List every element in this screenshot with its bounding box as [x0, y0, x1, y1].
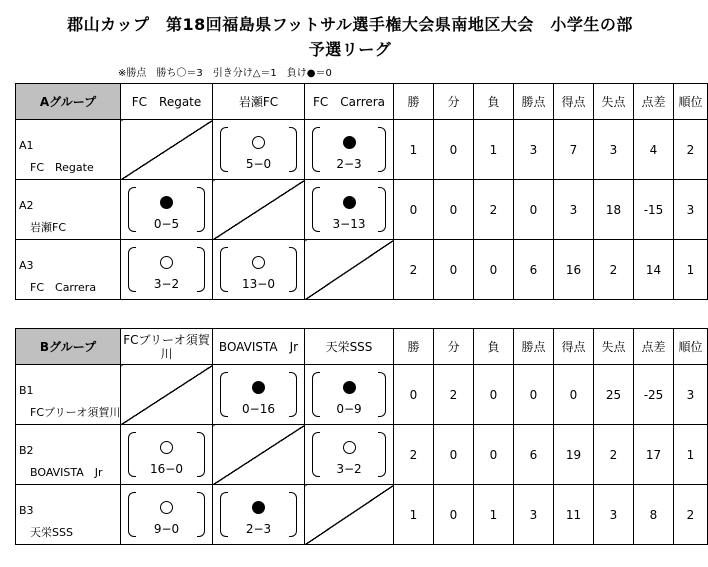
stat-column-header: 負: [474, 84, 514, 120]
stat-cell: 0: [434, 485, 474, 545]
stat-cell: 0: [434, 180, 474, 240]
group-label: Aグループ: [16, 84, 121, 120]
stat-cell: 0: [514, 365, 554, 425]
self-match-cell: [213, 425, 305, 485]
stat-column-header: 負: [474, 329, 514, 365]
team-name: FCブリーオ須賀川: [30, 406, 121, 419]
match-score: 0−5: [153, 217, 180, 231]
match-score: 0−9: [336, 402, 362, 416]
loss-circle-icon: [160, 196, 173, 209]
match-score: 2−3: [336, 157, 362, 171]
bracket: [220, 127, 297, 172]
stat-column-header: 失点: [594, 84, 634, 120]
team-name: FC Regate: [30, 161, 94, 174]
stat-column-header: 失点: [594, 329, 634, 365]
stat-cell: 2: [594, 240, 634, 300]
win-circle-icon: [252, 136, 265, 149]
stat-cell: 2: [594, 425, 634, 485]
loss-circle-icon: [343, 381, 356, 394]
team-code: A1: [19, 139, 34, 152]
stat-cell: 0: [434, 120, 474, 180]
loss-circle-icon: [343, 136, 356, 149]
win-circle-icon: [160, 256, 173, 269]
stat-cell: 7: [554, 120, 594, 180]
team-column-header: FC Regate: [121, 84, 213, 120]
stat-cell: -25: [634, 365, 674, 425]
stat-column-header: 勝: [394, 329, 434, 365]
stat-cell: 0: [434, 240, 474, 300]
stat-column-header: 勝点: [514, 329, 554, 365]
stat-cell: 8: [634, 485, 674, 545]
stat-column-header: 得点: [554, 84, 594, 120]
win-circle-icon: [160, 441, 173, 454]
table-row: [16, 365, 708, 425]
stat-cell: 1: [394, 120, 434, 180]
stat-cell: 3: [554, 180, 594, 240]
stat-column-header: 得点: [554, 329, 594, 365]
group-table: [15, 328, 708, 545]
team-code: A3: [19, 259, 34, 272]
group-label: Bグループ: [16, 329, 121, 365]
stat-cell: 3: [674, 180, 708, 240]
stat-cell: 2: [394, 425, 434, 485]
bracket: [312, 187, 386, 232]
match-cell: [213, 240, 305, 300]
match-score: 5−0: [245, 157, 272, 171]
team-column-header: FC Carrera: [305, 84, 394, 120]
stat-cell: 3: [594, 120, 634, 180]
stat-column-header: 点差: [634, 329, 674, 365]
team-cell: [16, 485, 121, 545]
team-column-header: 岩瀬FC: [213, 84, 305, 120]
loss-circle-icon: [343, 196, 356, 209]
match-score: 3−2: [153, 277, 180, 291]
stat-cell: 6: [514, 425, 554, 485]
stat-cell: 0: [434, 425, 474, 485]
match-score: 16−0: [150, 462, 183, 476]
match-cell: [121, 240, 213, 300]
match-cell: [213, 120, 305, 180]
stat-cell: 0: [474, 240, 514, 300]
bracket: [312, 372, 386, 417]
self-match-cell: [121, 120, 213, 180]
match-cell: [121, 425, 213, 485]
stat-cell: 4: [634, 120, 674, 180]
win-circle-icon: [343, 441, 356, 454]
stat-cell: 0: [554, 365, 594, 425]
stat-cell: 11: [554, 485, 594, 545]
stat-cell: 3: [674, 365, 708, 425]
win-circle-icon: [160, 501, 173, 514]
stat-cell: 17: [634, 425, 674, 485]
table-row: [16, 120, 708, 180]
match-cell: [305, 365, 394, 425]
page-title: 郡山カップ 第18回福島県フットサル選手権大会県南地区大会 小学生の部: [67, 15, 633, 34]
stat-cell: 1: [474, 485, 514, 545]
stat-cell: 16: [554, 240, 594, 300]
stat-cell: 2: [434, 365, 474, 425]
stat-cell: 1: [674, 240, 708, 300]
stat-cell: -15: [634, 180, 674, 240]
stat-cell: 0: [474, 365, 514, 425]
stat-cell: 3: [514, 120, 554, 180]
table-row: [16, 180, 708, 240]
team-cell: [16, 120, 121, 180]
stat-cell: 19: [554, 425, 594, 485]
stat-column-header: 分: [434, 329, 474, 365]
loss-circle-icon: [252, 381, 265, 394]
self-match-cell: [121, 365, 213, 425]
match-score: 13−0: [242, 277, 275, 291]
team-code: B1: [19, 384, 34, 397]
match-cell: [305, 425, 394, 485]
team-cell: [16, 425, 121, 485]
match-score: 2−3: [245, 522, 272, 536]
self-match-cell: [305, 240, 394, 300]
stat-column-header: 勝点: [514, 84, 554, 120]
stat-column-header: 順位: [674, 84, 708, 120]
stat-cell: 1: [394, 485, 434, 545]
stat-cell: 2: [394, 240, 434, 300]
team-code: A2: [19, 199, 34, 212]
stat-cell: 25: [594, 365, 634, 425]
stat-cell: 2: [674, 485, 708, 545]
bracket: [220, 372, 297, 417]
team-name: 岩瀬FC: [30, 221, 67, 234]
bracket: [128, 432, 205, 477]
win-circle-icon: [252, 256, 265, 269]
bracket: [128, 247, 205, 292]
team-column-header: FCブリーオ須賀川: [121, 329, 213, 365]
team-cell: [16, 180, 121, 240]
bracket: [220, 247, 297, 292]
page-subtitle: 予選リーグ: [308, 40, 392, 59]
stat-cell: 1: [674, 425, 708, 485]
stat-cell: 0: [474, 425, 514, 485]
stat-cell: 3: [514, 485, 554, 545]
team-column-header: BOAVISTA Jr: [213, 329, 305, 365]
stat-column-header: 順位: [674, 329, 708, 365]
stat-cell: 14: [634, 240, 674, 300]
bracket: [128, 492, 205, 537]
team-cell: [16, 365, 121, 425]
self-match-cell: [213, 180, 305, 240]
stat-cell: 2: [674, 120, 708, 180]
match-score: 3−13: [332, 217, 366, 231]
bracket: [312, 432, 386, 477]
stat-cell: 18: [594, 180, 634, 240]
loss-circle-icon: [252, 501, 265, 514]
points-note: ※勝点 勝ち〇＝3 引き分け△＝1 負け●＝0: [118, 68, 332, 79]
stat-cell: 3: [594, 485, 634, 545]
bracket: [128, 187, 205, 232]
bracket: [312, 127, 386, 172]
stat-column-header: 分: [434, 84, 474, 120]
match-cell: [305, 180, 394, 240]
team-name: BOAVISTA Jr: [30, 466, 103, 479]
match-cell: [121, 485, 213, 545]
match-cell: [213, 485, 305, 545]
match-cell: [305, 120, 394, 180]
group-table: [15, 83, 708, 300]
stat-cell: 2: [474, 180, 514, 240]
team-cell: [16, 240, 121, 300]
stat-cell: 0: [514, 180, 554, 240]
team-column-header: 天栄SSS: [305, 329, 394, 365]
table-row: [16, 485, 708, 545]
bracket: [220, 492, 297, 537]
team-code: B2: [19, 444, 34, 457]
table-row: [16, 240, 708, 300]
match-score: 9−0: [153, 522, 180, 536]
match-score: 3−2: [336, 462, 362, 476]
match-cell: [121, 180, 213, 240]
team-code: B3: [19, 504, 34, 517]
match-cell: [213, 365, 305, 425]
table-row: [16, 425, 708, 485]
team-name: FC Carrera: [30, 281, 97, 294]
match-score: 0−16: [242, 402, 275, 416]
team-name: 天栄SSS: [30, 526, 73, 539]
stat-column-header: 勝: [394, 84, 434, 120]
stat-cell: 6: [514, 240, 554, 300]
stat-cell: 0: [394, 365, 434, 425]
self-match-cell: [305, 485, 394, 545]
stat-cell: 0: [394, 180, 434, 240]
stat-cell: 1: [474, 120, 514, 180]
stat-column-header: 点差: [634, 84, 674, 120]
